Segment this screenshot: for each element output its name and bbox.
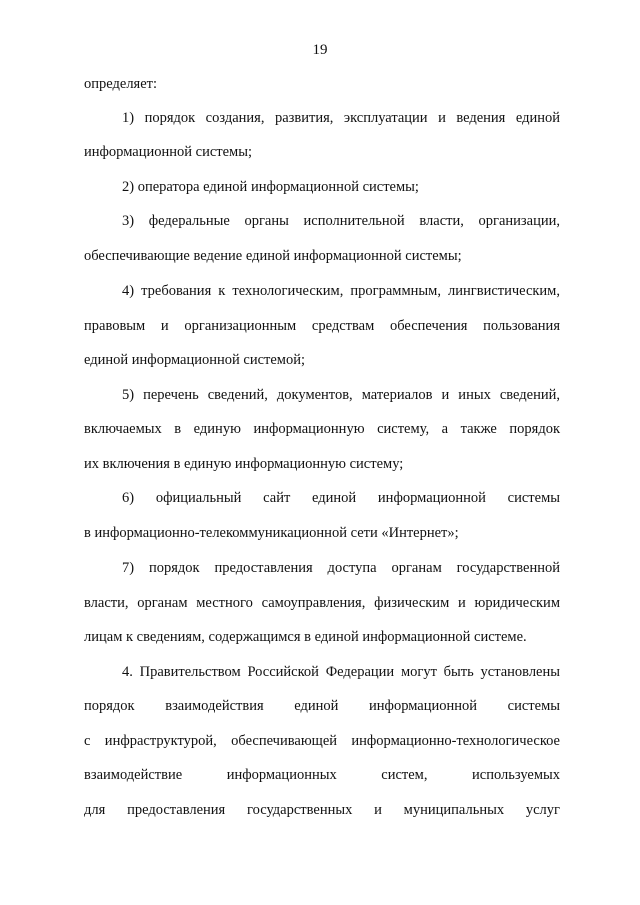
text-line: для предоставления государственных и муниципальных услуг — [84, 802, 560, 818]
text-line: определяет: — [84, 76, 158, 92]
text-line: лицам к сведениям, содержащимся в единой информационной системе. — [84, 629, 527, 645]
text-line: в информационно-телекоммуникационной сети «Интернет»; — [84, 525, 459, 541]
text-line: власти, органам местного самоуправления, физическим и юридическим — [84, 595, 560, 611]
text-line: 3) федеральные органы исполнительной власти, организации, — [122, 213, 560, 229]
text-line: правовым и организационным средствам обеспечения пользования — [84, 318, 560, 334]
text-line: единой информационной системой; — [84, 352, 306, 368]
text-line: 4) требования к технологическим, программным, лингвистическим, — [122, 283, 560, 299]
text-line: взаимодействие информационных систем, используемых — [84, 767, 560, 783]
text-line: 4. Правительством Российской Федерации могут быть установлены — [122, 664, 560, 680]
page-number: 19 — [312, 42, 328, 58]
text-line: 6) официальный сайт единой информационной системы — [122, 490, 560, 506]
text-line: с инфраструктурой, обеспечивающей информационно-технологическое — [84, 733, 560, 749]
text-line: 7) порядок предоставления доступа органам государственной — [122, 560, 560, 576]
text-line: обеспечивающие ведение единой информационной системы; — [84, 248, 462, 264]
text-line: их включения в единую информационную систему; — [84, 456, 404, 472]
text-line: включаемых в единую информационную систему, а также порядок — [84, 421, 560, 437]
text-line: информационной системы; — [84, 144, 252, 160]
text-line: порядок взаимодействия единой информационной системы — [84, 698, 560, 714]
text-line: 2) оператора единой информационной системы; — [122, 179, 419, 195]
text-line: 5) перечень сведений, документов, материалов и иных сведений, — [122, 387, 560, 403]
text-line: 1) порядок создания, развития, эксплуатации и ведения единой — [122, 110, 560, 126]
